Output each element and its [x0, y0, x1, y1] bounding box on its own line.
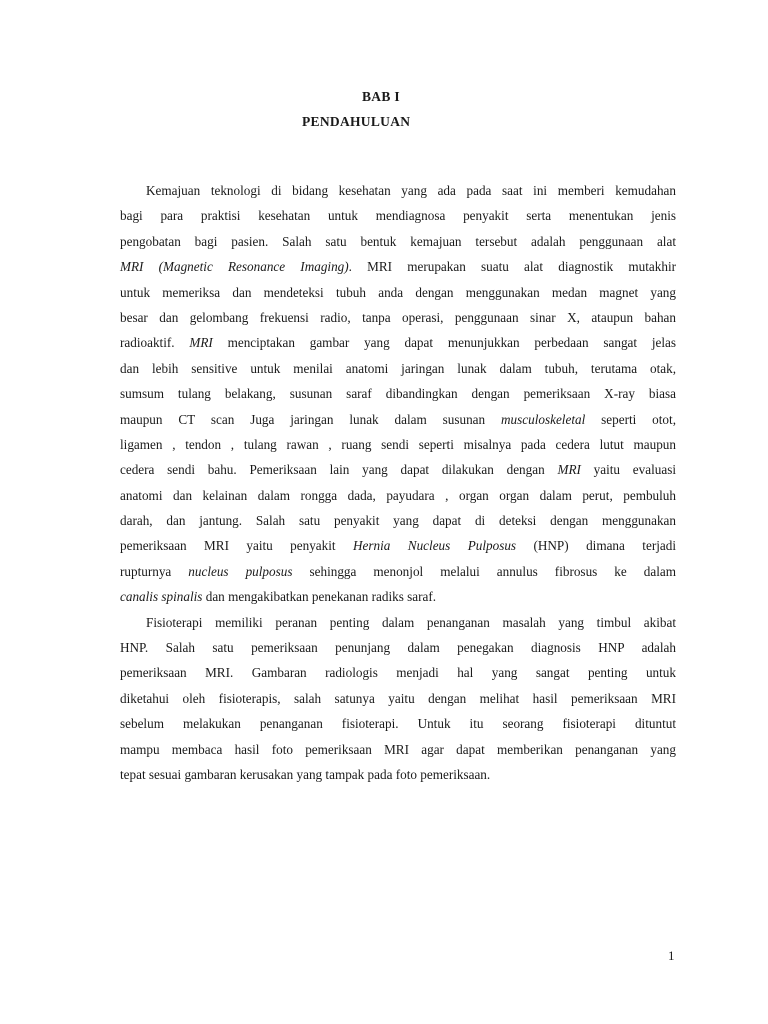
text-run: seperti otot, — [585, 411, 676, 427]
text-run: pengobatan bagi pasien. Salah satu bentuk kemajuan tersebut adalah penggunaan alat — [120, 233, 676, 249]
text-line — [120, 533, 676, 558]
text-line — [120, 610, 676, 635]
text-line — [120, 432, 676, 457]
paragraph — [120, 610, 676, 788]
text-line — [120, 330, 676, 355]
text-run: sehingga menonjol melalui annulus fibrosus ke dalam — [292, 563, 676, 579]
text-line — [120, 254, 676, 279]
text-line — [120, 711, 676, 736]
text-run: radioaktif. — [120, 335, 190, 351]
text-line — [120, 381, 676, 406]
text-line — [120, 559, 676, 584]
text-run: (HNP) dimana terjadi — [516, 538, 676, 554]
text-line — [120, 635, 676, 660]
italic-term: nucleus pulposus — [188, 563, 293, 579]
text-line — [120, 356, 676, 381]
text-run: ligamen , tendon , tulang rawan , ruang sendi seperti misalnya pada cedera lutut maupun — [120, 436, 676, 452]
text-run: menciptakan gambar yang dapat menunjukkan perbedaan sangat jelas — [212, 335, 677, 351]
text-run: rupturnya — [120, 563, 189, 579]
text-run: sebelum melakukan penanganan fisioterapi. Untuk itu seorang fisioterapi dituntut — [120, 716, 676, 732]
chapter-title: PENDAHULUAN — [302, 114, 411, 129]
text-line — [120, 686, 676, 711]
chapter-heading: BAB I — [362, 89, 400, 104]
text-run: Fisioterapi memiliki peranan penting dalam penanganan masalah yang timbul akibat — [146, 614, 676, 630]
text-run: anatomi dan kelainan dalam rongga dada, payudara , organ organ dalam perut, pembuluh — [120, 487, 676, 503]
text-run: yaitu evaluasi — [580, 462, 676, 478]
text-run: maupun CT scan Juga jaringan lunak dalam susunan — [120, 411, 502, 427]
text-run: untuk memeriksa dan mendeteksi tubuh anda dengan menggunakan medan magnet yang — [120, 284, 676, 300]
text-run: mampu membaca hasil foto pemeriksaan MRI agar dapat memberikan penanganan yang — [120, 741, 676, 757]
text-run: dan lebih sensitive untuk menilai anatomi jaringan lunak dalam tubuh, terutama otak, — [120, 360, 676, 376]
text-line — [120, 407, 676, 432]
italic-term: musculoskeletal — [501, 411, 586, 427]
text-line — [120, 280, 676, 305]
text-run: bagi para praktisi kesehatan untuk mendiagnosa penyakit serta menentukan jenis — [120, 208, 676, 224]
text-line — [120, 762, 676, 787]
text-run: pemeriksaan MRI yaitu penyakit — [120, 538, 354, 554]
text-run: Kemajuan teknologi di bidang kesehatan yang ada pada saat ini memberi kemudahan — [146, 183, 676, 198]
text-run: cedera sendi bahu. Pemeriksaan lain yang dapat dilakukan dengan — [120, 462, 558, 478]
page-number: 1 — [668, 948, 675, 963]
text-line — [120, 508, 676, 533]
italic-term: Hernia Nucleus Pulposus — [353, 538, 517, 554]
text-run: diketahui oleh fisioterapis, salah satunya yaitu dengan melihat hasil pemeriksaan MRI — [120, 690, 676, 706]
text-line — [120, 483, 676, 508]
text-run: . MRI merupakan suatu alat diagnostik mutakhir — [348, 259, 676, 275]
italic-term: MRI (Magnetic Resonance Imaging) — [120, 259, 349, 275]
italic-term: canalis spinalis — [120, 589, 203, 605]
text-run: tepat sesuai gambaran kerusakan yang tampak pada foto pemeriksaan. — [120, 766, 491, 782]
text-run: pemeriksaan MRI. Gambaran radiologis menjadi hal yang sangat penting untuk — [120, 665, 676, 681]
text-run: darah, dan jantung. Salah satu penyakit yang dapat di deteksi dengan menggunakan — [120, 513, 676, 529]
text-run: sumsum tulang belakang, susunan saraf dibandingkan dengan pemeriksaan X-ray biasa — [120, 386, 676, 402]
italic-term: MRI — [189, 335, 213, 351]
body-text — [120, 178, 676, 787]
paragraph — [120, 178, 676, 610]
text-line — [120, 660, 676, 685]
text-line — [120, 737, 676, 762]
text-line — [120, 203, 676, 228]
italic-term: MRI — [557, 462, 581, 478]
text-line — [120, 457, 676, 482]
text-line — [120, 305, 676, 330]
text-line — [120, 178, 676, 203]
text-run: dan mengakibatkan penekanan radiks saraf. — [202, 589, 437, 605]
text-run: HNP. Salah satu pemeriksaan penunjang dalam penegakan diagnosis HNP adalah — [120, 640, 676, 656]
text-run: besar dan gelombang frekuensi radio, tanpa operasi, penggunaan sinar X, ataupun bahan — [120, 309, 676, 325]
text-line — [120, 584, 676, 609]
text-line — [120, 229, 676, 254]
